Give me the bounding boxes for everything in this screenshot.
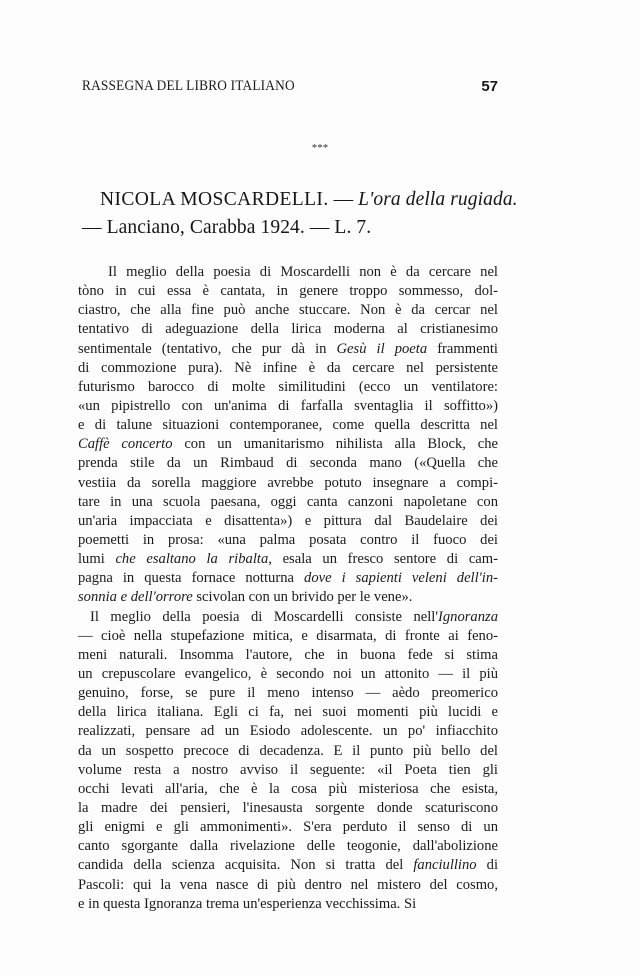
entry-heading-line-1 — [82, 186, 518, 214]
italic-segment: Gesù il poeta — [336, 340, 428, 357]
text-line — [78, 397, 498, 416]
text-line — [78, 493, 498, 512]
text-segment: scivolan con un brivido per le vene». — [192, 589, 413, 606]
text-segment: genuino, forse, se pure il meno intenso — aèdo preomerico — [78, 685, 498, 702]
text-line — [78, 742, 498, 761]
text-line — [78, 550, 498, 569]
text-segment: di — [476, 857, 499, 874]
text-line — [78, 627, 498, 646]
text-segment: gli enigmi e gli ammonimenti». S'era perduto il senso di un — [78, 819, 498, 836]
text-line — [78, 588, 498, 607]
text-line — [78, 454, 498, 473]
text-line — [78, 837, 498, 856]
italic-segment: che esaltano la ribalta — [115, 551, 269, 568]
text-segment: candida della scienza acquisita. Non si tratta del — [78, 857, 414, 874]
text-segment: e in questa Ignoranza trema un'esperienza vecchissima. Si — [78, 895, 417, 912]
text-line — [78, 608, 498, 627]
text-line — [78, 856, 498, 875]
text-segment: sentimentale (tentativo, che pur dà in — [78, 340, 337, 357]
text-line — [78, 665, 498, 684]
italic-segment: fanciullino — [413, 857, 477, 874]
text-segment: — cioè nella stupefazione mitica, e disarmata, di fronte ai feno- — [78, 627, 498, 644]
text-segment: ciastro, che alla fine può anche stuccare. Non è da cercar nel — [78, 302, 498, 319]
text-line — [78, 263, 498, 282]
text-line — [78, 761, 498, 780]
italic-segment: Caffè concerto — [78, 436, 173, 453]
running-head — [82, 78, 498, 98]
text-line — [78, 703, 498, 722]
text-segment: Il meglio della poesia di Moscardelli non è da cercare nel — [108, 264, 498, 280]
text-line — [78, 684, 498, 703]
text-segment: occhi levati all'aria, che è la cosa più misteriosa che esista, — [78, 780, 498, 797]
review-body — [78, 263, 498, 914]
text-segment: Il meglio della poesia di Moscardelli consiste nell' — [90, 608, 438, 625]
text-segment: realizzati, pensare ad un Esiodo adolescente. un po' infiacchito — [78, 723, 498, 740]
text-segment: futurismo barocco di molte similitudini (ecco un ventilatore: — [78, 378, 498, 395]
text-segment: prenda stile da un Rimbaud di seconda mano («Quella che — [78, 455, 498, 472]
italic-segment: sonnia e dell'orrore — [78, 589, 193, 606]
text-line — [78, 799, 498, 818]
text-segment: volume resta a nostro avviso il seguente: «il Poeta tien gli — [78, 761, 498, 778]
text-line — [78, 282, 498, 301]
text-segment: della lirica italiana. Egli ci fa, nei suoi momenti più lucidi e — [78, 704, 498, 721]
text-segment: «un pipistrello con un'anima di farfalla sventaglia il soffitto») — [78, 397, 498, 414]
text-segment: di commozione pura). Nè infine è da cercare nel persistente — [78, 359, 498, 376]
section-separator: *** — [311, 142, 329, 154]
text-line — [78, 474, 498, 493]
text-line — [78, 780, 498, 799]
text-segment: un crepuscolare evangelico, è secondo noi un attonito — il più — [78, 665, 498, 682]
text-segment: meni naturali. Insomma l'autore, che in buona fede si stima — [78, 646, 498, 663]
page-number: 57 — [481, 78, 498, 95]
entry-author: NICOLA MOSCARDELLI. — [100, 189, 329, 210]
text-line — [78, 340, 498, 359]
text-segment: poemetti in prosa: «una palma posata contro il fuoco dei — [78, 531, 498, 548]
text-segment: e di talune situazioni contemporanee, come quella descritta nel — [78, 417, 498, 434]
entry-dash: — — [328, 189, 359, 210]
text-segment: un'aria impacciata e disattenta») e pittura dal Baudelaire dei — [78, 512, 498, 529]
text-line — [78, 435, 498, 454]
text-segment: tòno in cui essa è cantata, in genere troppo sommesso, dol- — [78, 283, 498, 300]
entry-title: L'ora della rugiada. — [358, 189, 518, 210]
text-segment: vestiia da sorella maggiore avrebbe potuto insegnare a compi- — [78, 474, 498, 491]
italic-segment: Ignoranza — [438, 608, 498, 625]
text-line — [78, 416, 498, 435]
text-line — [78, 301, 498, 320]
text-line — [78, 531, 498, 550]
text-segment: la madre dei pensieri, l'inesausta sorgente donde scaturiscono — [78, 799, 498, 816]
text-segment: canto sgorgante dalla rivelazione delle teogonie, dall'abolizione — [78, 838, 498, 855]
text-segment: frammenti — [427, 340, 498, 357]
text-segment: da un sospetto precoce di decadenza. E il punto più bello del — [78, 742, 498, 759]
text-segment: lumi — [78, 551, 116, 568]
text-segment: pagna in questa fornace notturna — [78, 570, 305, 587]
text-line — [78, 378, 498, 397]
text-line — [78, 569, 498, 588]
text-line — [78, 818, 498, 837]
text-line — [78, 359, 498, 378]
running-title: RASSEGNA DEL LIBRO ITALIANO — [82, 78, 295, 94]
text-segment: tare in una scuola paesana, oggi canta canzoni napoletane con — [78, 493, 498, 510]
text-segment: Pascoli: qui la vena nasce di più dentro nel mistero del cosmo, — [78, 876, 498, 893]
text-segment: con un umanitarismo nihilista alla Block, che — [172, 436, 498, 453]
book-entry-heading — [82, 186, 518, 242]
text-line — [78, 512, 498, 531]
text-line — [78, 646, 498, 665]
entry-imprint: — Lanciano, Carabba 1924. — L. 7. — [82, 217, 372, 238]
text-segment: tentativo di adeguazione della lirica moderna al cristianesimo — [78, 321, 498, 338]
text-line — [78, 876, 498, 895]
italic-segment: dove i sapienti veleni dell'in- — [304, 570, 498, 587]
text-line — [78, 722, 498, 741]
text-line — [78, 320, 498, 339]
text-segment: , esala un fresco sentore di cam- — [268, 551, 498, 568]
text-line — [78, 895, 498, 914]
